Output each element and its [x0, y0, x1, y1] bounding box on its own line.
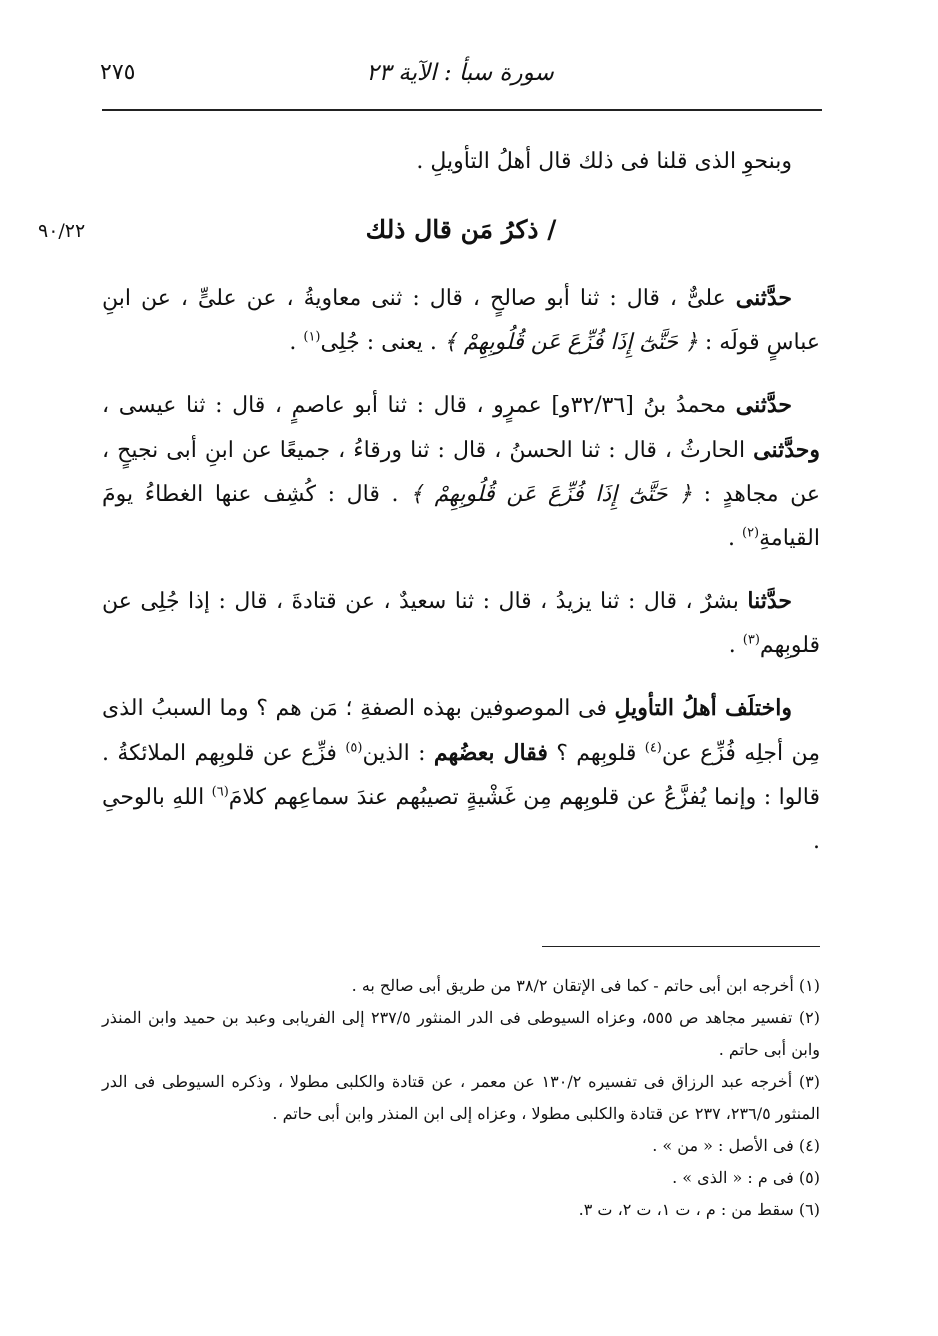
paragraph-3-tail: . قال : كُشِف عنها الغطاءُ يومَ القيامةِ	[102, 482, 820, 551]
paragraph-5-lead: واختلَف أهلُ التأويلِ	[614, 695, 792, 721]
paragraph-5-text-3: : الذين	[362, 741, 434, 766]
paragraph-4	[102, 579, 820, 668]
page-number: ٢٧٥	[100, 60, 136, 85]
paragraph-5-text-5: اللهِ بالوحىِ .	[102, 785, 820, 854]
paragraph-3-end: .	[727, 526, 742, 551]
footnote-6: (٦) سقط من : م ، ت ١، ت ٢، ت ٣.	[578, 1200, 820, 1219]
footnote-ref-1: (١)	[303, 329, 321, 345]
paragraph-5-text-1: فى الموصوفين بهذه الصفةِ ؛ مَن هم ؟ وما السببُ الذى مِن أجلِه فُزِّع عن	[102, 696, 820, 766]
footnote-3: (٣) أخرجه عبد الرزاق فى تفسيره ١٣٠/٢ عن معمر ، عن قتادة والكلبى مطولا ، وذكره السيوطى فى الدر المنثور ٢٣٦/٥، ٢٣٧ عن قتادة والكلبى مطولا ، وعزاه إلى ابن المنذر وابن أبى حاتم .	[102, 1072, 820, 1123]
paragraph-4-end: .	[728, 633, 743, 658]
paragraph-2-tail: . يعنى : جُلِى	[320, 330, 444, 355]
footnote-ref-5: (٥)	[345, 740, 363, 756]
paragraph-5-text-4: فزِّع عن قلوبِهم الملائكةُ . قالوا : وإنما يُفزَّعُ عن قلوبِهم مِن غَشْيةٍ تصيبُهم عندَ سماعِهم كلامَ	[102, 741, 820, 810]
paragraph-4-text: بشرٌ ، قال : ثنا يزيدُ ، قال : ثنا سعيدٌ ، عن قتادةَ ، قال : إذا جُلِى عن قلوبِهم	[102, 589, 820, 658]
narration-lead-2: وحدَّثنى	[753, 437, 820, 463]
paragraph-1-text: وبنحوِ الذى قلنا فى ذلك قال أهلُ التأويلِ .	[416, 149, 792, 174]
paragraph-5-text-2: قلوبِهم ؟	[547, 741, 645, 766]
narration-lead: حدَّثنا	[747, 588, 792, 614]
footnote-1: (١) أخرجه ابن أبى حاتم - كما فى الإتقان ٣٨/٢ من طريق أبى صالح به .	[351, 976, 820, 995]
footnotes	[102, 970, 820, 1226]
footnote-ref-6: (٦)	[211, 784, 229, 800]
narration-lead: حدَّثنى	[735, 392, 793, 418]
footnote-4: (٤) فى الأصل : « من » .	[652, 1136, 820, 1155]
paragraph-3-text-2: الحارثُ ، قال : ثنا الحسنُ ، قال : ثنا ورقاءُ ، جميعًا عن ابنِ أبى نجيحٍ ، عن مجاهدٍ :	[102, 438, 820, 507]
footnote-ref-2: (٢)	[741, 525, 760, 541]
header-divider	[102, 109, 822, 111]
paragraph-2	[102, 276, 820, 365]
quran-quote: ﴿ حَتَّىٰٓ إِذَا فُزِّعَ عَن قُلُوبِهِمْ ﴾	[443, 330, 698, 355]
narration-lead: حدَّثنى	[735, 285, 792, 311]
running-header	[100, 58, 820, 98]
paragraph-2-text: علىٌّ ، قال : ثنا أبو صالحٍ ، قال : ثنى معاويةُ ، عن علىٍّ ، عن ابنِ عباسٍ قولَه :	[102, 286, 820, 355]
quran-quote: ﴿ حَتَّىٰٓ إِذَا فُزِّعَ عَن قُلُوبِهِمْ ﴾	[410, 482, 692, 507]
paragraph-3-text-1: محمدُ بنُ [٣٢/٣٦و] عمرٍو ، قال : ثنا أبو عاصمٍ ، قال : ثنا عيسى ،	[102, 393, 736, 418]
footnote-ref-3: (٣)	[742, 632, 760, 648]
footnote-ref-4: (٤)	[644, 740, 662, 756]
footnote-divider	[542, 946, 820, 947]
main-text	[102, 140, 820, 882]
footnote-2: (٢) تفسير مجاهد ص ٥٥٥، وعزاه السيوطى فى الدر المنثور ٢٣٧/٥ إلى الفريابى وعبد بن حميد وابن المنذر وابن أبى حاتم .	[102, 1008, 821, 1059]
paragraph-5	[102, 686, 820, 864]
footnote-5: (٥) فى م : « الذى » .	[672, 1168, 820, 1187]
running-title: سورة سبأ : الآية ٢٣	[366, 60, 554, 86]
paragraph-5-lead-2: فقال بعضُهم	[433, 740, 548, 766]
margin-reference: ٩٠/٢٢	[38, 220, 86, 242]
paragraph-1	[102, 140, 820, 184]
paragraph-2-end: .	[289, 330, 304, 355]
paragraph-3	[102, 383, 820, 561]
section-heading: / ذكرُ مَن قال ذلك	[365, 215, 557, 244]
